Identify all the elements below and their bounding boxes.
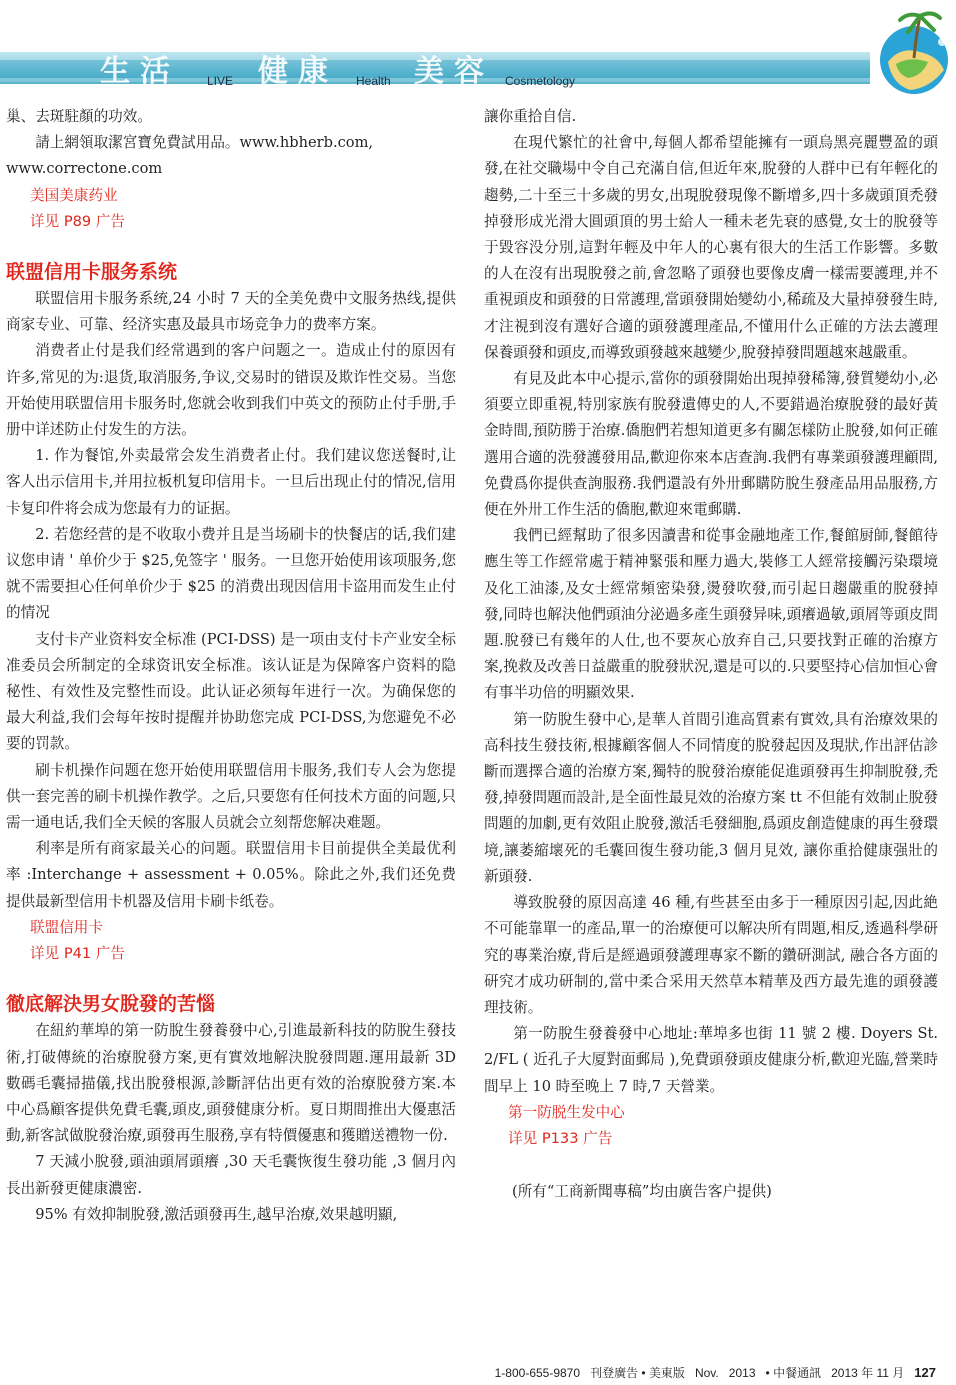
footer-advertise-label: 刊登廣告 • 美東版 xyxy=(590,1366,685,1380)
paragraph: 在現代繁忙的社會中,每個人都希望能擁有一頭烏黑亮麗豐盈的頭發,在社交職場中令自己充滿自信,但近年來,脫發的人群中已有年輕化的趨勢,二十至三十多歲的男女,出現脫發現像不斷增多,四十多歲頭頂禿發掉發形成光滑大圓頭頂的男士給人一種未老先衰的感覺,女士的脫發等于毀容没分別,這對年輕及中年人的心裏有很大的生活工作影響。多數的人在沒有出現脫發之前,會忽略了頭發也要像皮膚一樣需要護理,并不重視頭皮和頭發的日常護理,當頭發開始變幼小,稀疏及大量掉發發生時,才注視到沒有選好合適的頭發護理產品,不懂用什么正確的方法去護理保養頭發和頭皮,而導致頭發越來越變少,脫發掉發問題越來越嚴重。 xyxy=(484,134,938,361)
ad-ref-page: 详见 P89 广告 xyxy=(30,212,126,230)
paragraph: 第一防脫生發中心,是華人首間引進高質素有實效,具有治療效果的高科技生發技術,根據顧客個人不同情度的脫發起因及現狀,作出評估診斷而選擇合適的治療方案,獨特的脫發治療能促進頭發再生抑制脫發,禿發,掉發問題而設計,是全面性最見效的治療方案 tt 不但能有效制止脫發問題的加劇,更有效阻止脫發,激活毛發細胞,爲頭皮創造健康的再生發環境,讓萎縮壞死的毛囊回復生發功能,3 個月見效, 讓你重拾健康强壯的新頭發. xyxy=(484,710,938,885)
paragraph: 联盟信用卡服务系统,24 小时 7 天的全美免费中文服务热线,提供商家专业、可靠、经济实惠及最具市场竞争力的费率方案。 xyxy=(6,290,456,334)
ad-ref-page: 详见 P41 广告 xyxy=(30,945,126,963)
ad-ref-advertiser: 联盟信用卡 xyxy=(30,918,103,936)
ad-ref-advertiser: 美国美康药业 xyxy=(30,186,118,204)
paragraph: 有見及此本中心提示,當你的頭發開始出現掉發稀簿,發質變幼小,必須要立即重視,特別家族有脫發遺傳史的人,不要錯過治療脫發的最好黃金時間,預防勝于治療.僑胞們若想知道更多有關怎樣防止脫發,如何正確選用合適的洗發護發用品,歡迎你來本店查詢.我們有專業頭發護理顧問,免費爲你提供查詢服務.我們還設有外卅郵購防脫生發產品用品服務,方便在外卅工作生活的僑胞,歡迎來電郵購. xyxy=(484,370,938,519)
header-cn-life: 生活 xyxy=(100,54,180,89)
paragraph: 第一防脫生發養發中心地址:華埠多也街 11 號 2 樓. Doyers St. 2/FL ( 近孔子大厦對面郵局 ),免費頭發頭皮健康分析,歡迎光臨,營業時間早上 10 時至晚上 7 時,7 天營業。 xyxy=(484,1025,938,1095)
header-en-live: LIVE xyxy=(207,74,234,88)
footer-phone: 1-800-655-9870 xyxy=(494,1366,581,1380)
section-title-hair-loss: 徹底解決男女脫發的苦惱 xyxy=(6,993,216,1016)
paragraph: 刷卡机操作问题在您开始使用联盟信用卡服务,我们专人会为您提供一套完善的刷卡机操作教学。之后,只要您有任何技术方面的问题,只需一通电话,我们全天候的客服人员就会立刻帮您解决难题。 xyxy=(6,761,456,832)
credit-note: (所有“工商新聞專稿”均由廣告客户提供) xyxy=(512,1183,772,1201)
right-column xyxy=(484,104,938,1205)
page-number: 127 xyxy=(914,1365,936,1380)
paragraph: 我們已經幫助了很多因讀書和從事金融地產工作,餐館厨師,餐館待應生等工作經常處于精神緊張和壓力過大,裝修工人經常接觸污染環境及化工油漆,及女士經常頻密染發,燙發吹發,而引起日趨嚴重的脫發掉發,同時也解決他們頭油分泌過多產生頭發异味,頭癢過敏,頭屑等頭皮問題.脫發已有幾年的人仕,也不要灰心放弃自己,只要找對正確的治療方案,挽救及改善日益嚴重的脫發狀況,還是可以的.只要堅持心信加恒心會有事半功倍的明顯效果. xyxy=(484,527,938,702)
footer-date: 2013 年 11 月 xyxy=(831,1366,905,1380)
ad-ref-page: 详见 P133 广告 xyxy=(508,1129,613,1147)
header-en-cosmetology: Cosmetology xyxy=(505,74,576,88)
footer-month: Nov. xyxy=(694,1366,719,1380)
intro-line-3: www.correctone.com xyxy=(6,160,163,178)
left-column xyxy=(6,104,456,1228)
footer-publication: • 中餐通訊 xyxy=(765,1366,822,1380)
globe-island-icon xyxy=(870,2,952,100)
header-cn-health: 健康 xyxy=(258,54,338,89)
intro-line-1: 巢、去斑駐顏的功效。 xyxy=(6,108,152,125)
ad-ref-advertiser: 第一防脱生发中心 xyxy=(508,1103,625,1121)
footer-year: 2013 xyxy=(728,1366,756,1380)
intro-line-2: 請上網領取潔宮寶免費試用品。www.hbherb.com, xyxy=(35,134,374,152)
continued-line: 讓你重拾自信. xyxy=(484,108,577,125)
paragraph: 支付卡产业资料安全标准 (PCI-DSS) 是一项由支付卡产业安全标准委员会所制定的全球资讯安全标准。该认证是为保障客户资料的隐秘性、有效性及完整性而设。此认证必须每年进行一次。为确保您的最大利益,我们会每年按时提醒并协助您完成 PCI-DSS,为您避免不必要的罚款。 xyxy=(6,630,456,753)
paragraph: 7 天減小脫發,頭油頭屑頭癢 ,30 天毛囊恢復生發功能 ,3 個月內長出新發更健康濃密. xyxy=(6,1153,456,1197)
header-cn-beauty: 美容 xyxy=(414,54,494,89)
paragraph: 利率是所有商家最关心的问题。联盟信用卡目前提供全美最优利率 :Interchange + assessment + 0.05%。除此之外,我们还免费提供最新型信用卡机器及信用卡刷卡纸卷。 xyxy=(6,840,456,910)
page-footer xyxy=(495,1364,936,1381)
header-en-health: Health xyxy=(356,74,391,88)
paragraph: 2. 若您经营的是不收取小费并且是当场刷卡的快餐店的话,我们建议您申请 ' 单价少于 $25,免签字 ' 服务。一旦您开始使用该项服务,您就不需要担心任何单价少于 $25 的消费出现因信用卡盗用而发生止付的情况 xyxy=(6,525,456,622)
section-title-credit-card: 联盟信用卡服务系统 xyxy=(6,261,178,284)
paragraph: 95% 有效抑制脫發,激活頭發再生,越早治療,效果越明顯, xyxy=(35,1205,398,1223)
paragraph: 在紐約華埠的第一防脫生發養發中心,引進最新科技的防脫生發技術,打破傳統的治療脫發方案,更有實效地解決脫發問題.運用最新 3D 數碼毛囊掃描儀,找出脫發根源,診斷評估出更有效的治療脫發方案.本中心爲顧客提供免費毛囊,頭皮,頭發健康分析。夏日期間推出大優惠活動,新客試做脫發治療,頭發再生服務,享有特價優惠和獲贈送禮物一份. xyxy=(6,1022,456,1145)
paragraph: 消费者止付是我们经常遇到的客户问题之一。造成止付的原因有许多,常见的为:退货,取消服务,争议,交易时的错误及欺诈性交易。当您开始使用联盟信用卡服务时,您就会收到我们中英文的预防止付手册,手册中详述防止付发生的方法。 xyxy=(6,342,456,439)
paragraph: 導致脫發的原因高達 46 種,有些甚至由多于一種原因引起,因此絶不可能靠單一的產品,單一的治療便可以解决所有問題,相反,透過科學研究的專業治療,背后是經過頭發護理專家不斷的鑽研測試, 融合各方面的研究才成功研制的,當中柔合采用天然草本精華及西方最先進的頭發護理技術。 xyxy=(484,894,938,1016)
paragraph: 1. 作为餐馆,外卖最常会发生消费者止付。我们建议您送餐时,让客人出示信用卡,并用拉板机复印信用卡。一旦后出现止付的情况,信用卡复印件将会成为您最有力的证据。 xyxy=(6,447,456,517)
